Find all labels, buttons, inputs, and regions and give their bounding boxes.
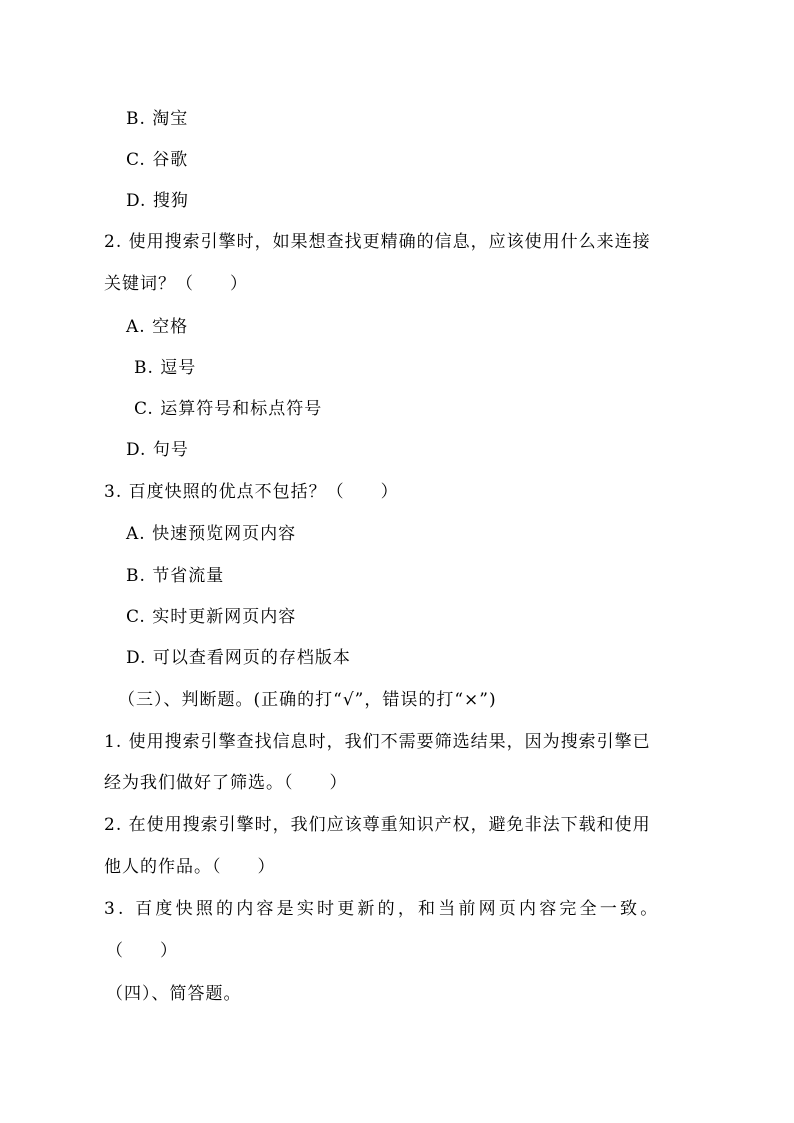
q3-option-d: D. 可以查看网页的存档版本 (126, 648, 351, 668)
judge-item3-line2: （ ） (106, 941, 178, 961)
q2-option-b: B. 逗号 (134, 358, 197, 378)
q2-option-a: A. 空格 (126, 317, 189, 337)
q2-option-c: C. 运算符号和标点符号 (134, 399, 323, 419)
q3-option-a: A. 快速预览网页内容 (126, 524, 297, 544)
section3-title: （三）、判断题。(正确的打“√”，错误的打“×”) (118, 690, 497, 710)
judge-item1-line1: 1. 使用搜索引擎查找信息时，我们不需要筛选结果，因为搜索引擎已 (104, 732, 651, 752)
q3-option-b: B. 节省流量 (126, 566, 225, 586)
q2-stem-line2: 关键词？（ ） (104, 274, 248, 294)
judge-item2-line1: 2. 在使用搜索引擎时，我们应该尊重知识产权，避免非法下载和使用 (104, 815, 651, 835)
q3-option-c: C. 实时更新网页内容 (126, 607, 297, 627)
q1-option-b: B. 淘宝 (126, 109, 189, 129)
q2-option-d: D. 句号 (126, 440, 189, 460)
q1-option-c: C. 谷歌 (126, 150, 189, 170)
judge-item3-line1: 3. 百度快照的内容是实时更新的，和当前网页内容完全一致。 (104, 899, 661, 919)
section4-title: （四）、简答题。 (106, 984, 242, 1004)
judge-item2-line2: 他人的作品。（ ） (104, 857, 276, 877)
q1-option-d: D. 搜狗 (126, 191, 189, 211)
judge-item1-line2: 经为我们做好了筛选。（ ） (104, 773, 348, 793)
q2-stem-line1: 2. 使用搜索引擎时，如果想查找更精确的信息，应该使用什么来连接 (104, 232, 651, 252)
q3-stem: 3. 百度快照的优点不包括？（ ） (104, 482, 399, 502)
